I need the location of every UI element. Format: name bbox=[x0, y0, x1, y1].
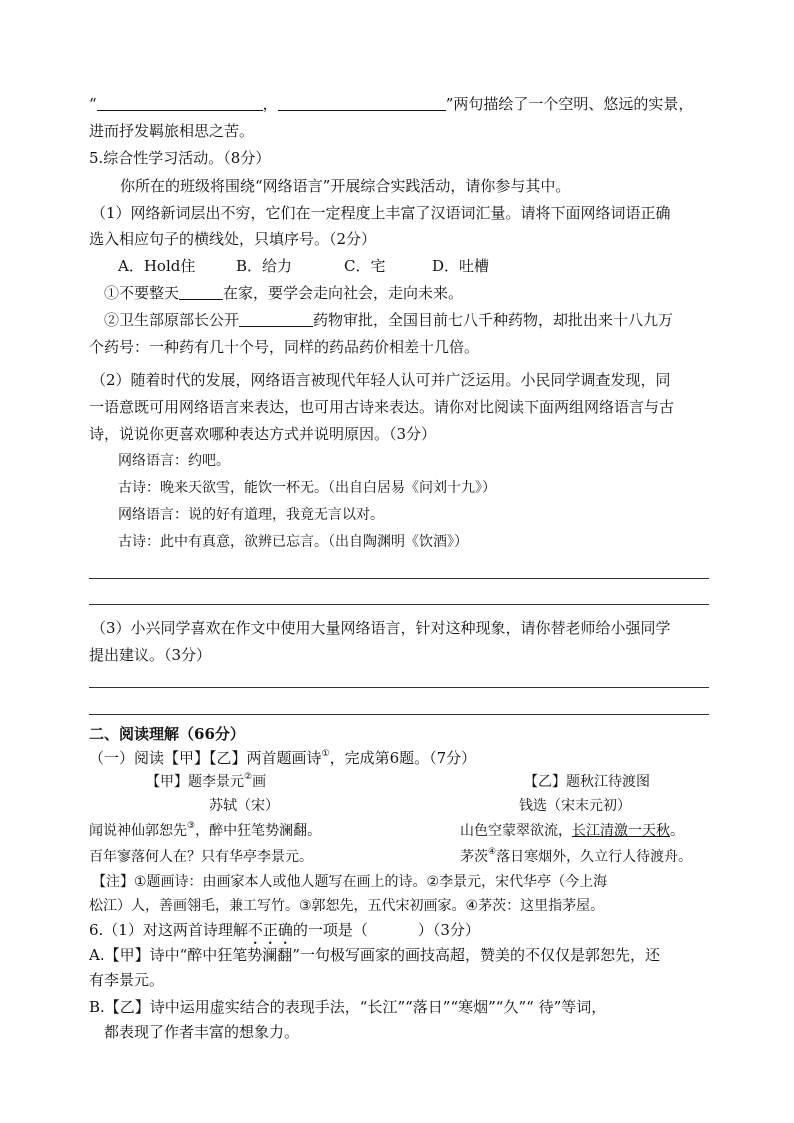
comma: ， bbox=[262, 95, 278, 113]
q5-part1-line2: 选入相应句子的横线处，只填序号。（2分） bbox=[89, 230, 377, 248]
option-c: C．宅 bbox=[344, 257, 386, 275]
answer-blank-2[interactable] bbox=[278, 95, 446, 111]
poem-b-line2 bbox=[460, 847, 692, 867]
poem-fill-text: ”两句描绘了一个空明、悠远的实景， bbox=[445, 95, 694, 113]
option-b-line1: B.【乙】诗中运用虚实结合的表现手法，“长江”“落日”“寒烟”“久”“ 待”等词， bbox=[89, 998, 607, 1016]
option-d: D．吐槽 bbox=[432, 257, 490, 275]
poem-b-l2-b: 落日寒烟外，久立行人待渡舟。 bbox=[496, 849, 693, 865]
q6-emphasis: 不正确 bbox=[247, 921, 293, 939]
poem-a-line2: 百年寥落何人在？只有华亭李景元。 bbox=[89, 849, 313, 865]
poem-b-l2-a: 茅茨 bbox=[460, 849, 488, 865]
pair-2-net: 网络语言：说的好有道理，我竟无言以对。 bbox=[118, 507, 384, 523]
open-quote: “ bbox=[89, 95, 97, 113]
option-a-line2: 有李景元。 bbox=[89, 971, 165, 989]
intro-a: （一）阅读【甲】【乙】两首题画诗 bbox=[89, 749, 322, 767]
q5-intro: 你所在的班级将围绕“网络语言”开展综合实践活动，请你参与其中。 bbox=[120, 177, 571, 195]
note-line1: 【注】①题画诗：由画家本人或他人题写在画上的诗。②李景元，宋代华亭（今上海 bbox=[92, 874, 608, 890]
poem-a-title-b: 画 bbox=[252, 774, 267, 790]
pair-1-poem: 古诗：晚来天欲雪，能饮一杯无。（出自白居易《问刘十九》） bbox=[118, 480, 496, 496]
pair-1-net: 网络语言：约吧。 bbox=[118, 453, 230, 469]
answer-line-2[interactable] bbox=[89, 604, 709, 605]
option-b: B．给力 bbox=[236, 257, 293, 275]
section-2-heading: 二、阅读理解（66分） bbox=[89, 725, 245, 743]
poem-b-title: 【乙】题秋江待渡图 bbox=[524, 774, 650, 790]
q5-title: 5.综合性学习活动。（8分） bbox=[89, 149, 271, 167]
answer-line-1[interactable] bbox=[89, 578, 709, 579]
poem-a-author: 苏轼（宋） bbox=[209, 798, 279, 814]
answer-line-3[interactable] bbox=[89, 687, 709, 688]
poem-a-title-sup: ② bbox=[244, 772, 253, 782]
sentence-1 bbox=[104, 283, 463, 303]
q5-part3-line2: 提出建议。（3分） bbox=[89, 646, 212, 664]
q6-stem-a: 6.（1）对这两首诗理解 bbox=[89, 921, 248, 939]
answer-blank-1[interactable] bbox=[97, 95, 263, 111]
q6-stem-c: ）（3分） bbox=[417, 921, 480, 939]
q5-part2-line2: 一语意既可用网络语言来表达，也可用古诗来表达。请你对比阅读下面两组网络语言与古 bbox=[89, 398, 675, 416]
q6-stem-b: 的一项是（ bbox=[292, 921, 368, 939]
poem-a-l1-sup: ③ bbox=[187, 821, 196, 831]
poem-b-l1-underlined: 长江清激一天秋 bbox=[572, 823, 670, 839]
poem-b-l1-b: 。 bbox=[670, 823, 684, 839]
sentence-2-b: 药物审批，全国目前七八千种药物，却批出来十八九万 bbox=[313, 311, 674, 329]
poem-b-l1-a: 山色空蒙翠欲流， bbox=[460, 823, 572, 839]
q5-part2-line3: 诗，说说你更喜欢哪种表达方式并说明原因。（3分） bbox=[89, 425, 437, 443]
sentence-1-a: ①不要整天 bbox=[104, 284, 180, 302]
pair-2-poem: 古诗：此中有真意，欲辨已忘言。（出自陶渊明《饮酒》） bbox=[118, 534, 468, 550]
poem-b-line1 bbox=[460, 821, 684, 841]
option-a-line1: A.【甲】诗中“醉中狂笔势澜翻”一句极写画家的画技高超，赞美的不仅仅是郭恕先，还 bbox=[89, 946, 660, 964]
poem-a-title-a: 【甲】题李景元 bbox=[146, 774, 244, 790]
poem-fill-line bbox=[89, 94, 693, 114]
sentence-2-blank[interactable] bbox=[239, 311, 313, 327]
q6-stem bbox=[89, 920, 480, 948]
sentence-2-a: ②卫生部原部长公开 bbox=[104, 311, 240, 329]
poem-a-title bbox=[146, 772, 266, 792]
sentence-2 bbox=[104, 310, 673, 330]
sentence-2-line2: 个药号：一种药有几十个号，同样的药品药价相差十几倍。 bbox=[89, 338, 480, 356]
section-2-intro bbox=[89, 748, 476, 768]
q5-part3-line1: （3）小兴同学喜欢在作文中使用大量网络语言，针对这种现象，请你替老师给小强同学 bbox=[91, 619, 671, 637]
poem-a-line1 bbox=[89, 821, 321, 841]
q5-part2-line1: （2）随着时代的发展，网络语言被现代年轻人认可并广泛运用。小民同学调查发现，同 bbox=[91, 371, 671, 389]
poem-b-author: 钱选（宋末元初） bbox=[519, 798, 631, 814]
poem-fill-line2: 进而抒发羁旅相思之苦。 bbox=[89, 122, 255, 140]
sentence-1-b: 在家，要学会走向社会，走向未来。 bbox=[223, 284, 464, 302]
poem-b-l2-sup: ④ bbox=[488, 847, 497, 857]
sentence-1-blank[interactable] bbox=[179, 284, 223, 300]
option-a: A．Hold住 bbox=[118, 257, 196, 275]
note-line2: 松江）人，善画翎毛，兼工写竹。③郭恕先，五代宋初画家。④茅茨：这里指茅屋。 bbox=[89, 898, 605, 914]
intro-footnote-mark: ① bbox=[321, 749, 330, 759]
intro-b: ，完成第6题。（7分） bbox=[329, 749, 477, 767]
poem-a-l1-b: ，醉中狂笔势澜翻。 bbox=[195, 823, 322, 839]
poem-a-l1-a: 闻说神仙郭恕先 bbox=[89, 823, 187, 839]
answer-line-4[interactable] bbox=[89, 714, 709, 715]
option-b-line2: 都表现了作者丰富的想象力。 bbox=[104, 1023, 300, 1041]
q5-part1-line1: （1）网络新词层出不穷，它们在一定程度上丰富了汉语词汇量。请将下面网络词语正确 bbox=[91, 204, 671, 222]
